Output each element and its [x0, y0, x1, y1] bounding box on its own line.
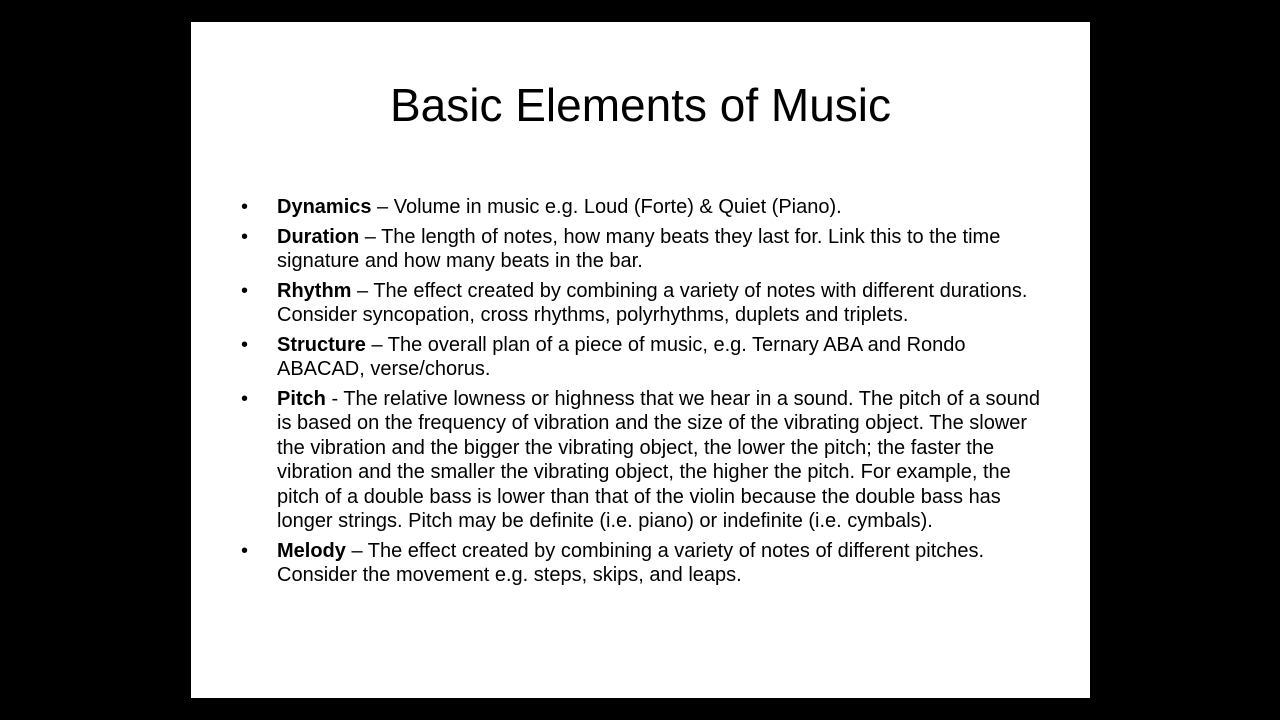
- bullet-item-duration: [241, 225, 1041, 274]
- bullet-text: – The effect created by combining a variety of notes with different durations. Consider syncopation, cross rhythms, polyrhythms, duplets and triplets.: [277, 279, 1028, 326]
- bullet-term: Rhythm: [277, 279, 352, 302]
- bullet-text: – The length of notes, how many beats they last for. Link this to the time signature and how many beats in the bar.: [277, 225, 1001, 272]
- bullet-term: Dynamics: [277, 196, 372, 218]
- bullet-term: Structure: [277, 333, 366, 356]
- bullet-text: - The relative lowness or highness that we hear in a sound. The pitch of a sound is based on the frequency of vibration and the size of the vibrating object. The slower the vibration and the bigger the vibrating object, the lower the pitch; the faster the vibration and the smaller the vibrating object, the higher the pitch. For example, the pitch of a double bass is lower than that of the violin because the double bass has longer strings. Pitch may be definite (i.e. piano) or indefinite (i.e. cymbals).: [277, 387, 1041, 532]
- bullet-text: – The overall plan of a piece of music, e.g. Ternary ABA and Rondo ABACAD, verse/chorus.: [277, 333, 966, 380]
- bullet-term: Duration: [277, 225, 360, 248]
- bullet-item-melody: [241, 539, 1041, 588]
- bullet-item-dynamics: [241, 195, 1041, 220]
- bullet-item-structure: [241, 333, 1041, 382]
- bullet-item-pitch: [241, 387, 1041, 534]
- bullet-dot-icon: •: [241, 333, 249, 356]
- bullet-text: – Volume in music e.g. Loud (Forte) & Quiet (Piano).: [371, 196, 842, 218]
- bullet-dot-icon: •: [241, 196, 249, 218]
- bullet-dot-icon: •: [241, 387, 249, 410]
- bullet-dot-icon: •: [241, 225, 249, 248]
- bullet-dot-icon: •: [241, 279, 249, 302]
- bullet-text: – The effect created by combining a variety of notes of different pitches. Consider the movement e.g. steps, skips, and leaps.: [277, 539, 985, 586]
- bullet-dot-icon: •: [241, 539, 249, 562]
- bullet-term: Melody: [277, 539, 346, 562]
- slide: [191, 22, 1090, 698]
- bullet-list: [241, 195, 1041, 593]
- bullet-item-rhythm: [241, 279, 1041, 328]
- bullet-term: Pitch: [277, 387, 326, 410]
- slide-title: Basic Elements of Music: [389, 79, 892, 131]
